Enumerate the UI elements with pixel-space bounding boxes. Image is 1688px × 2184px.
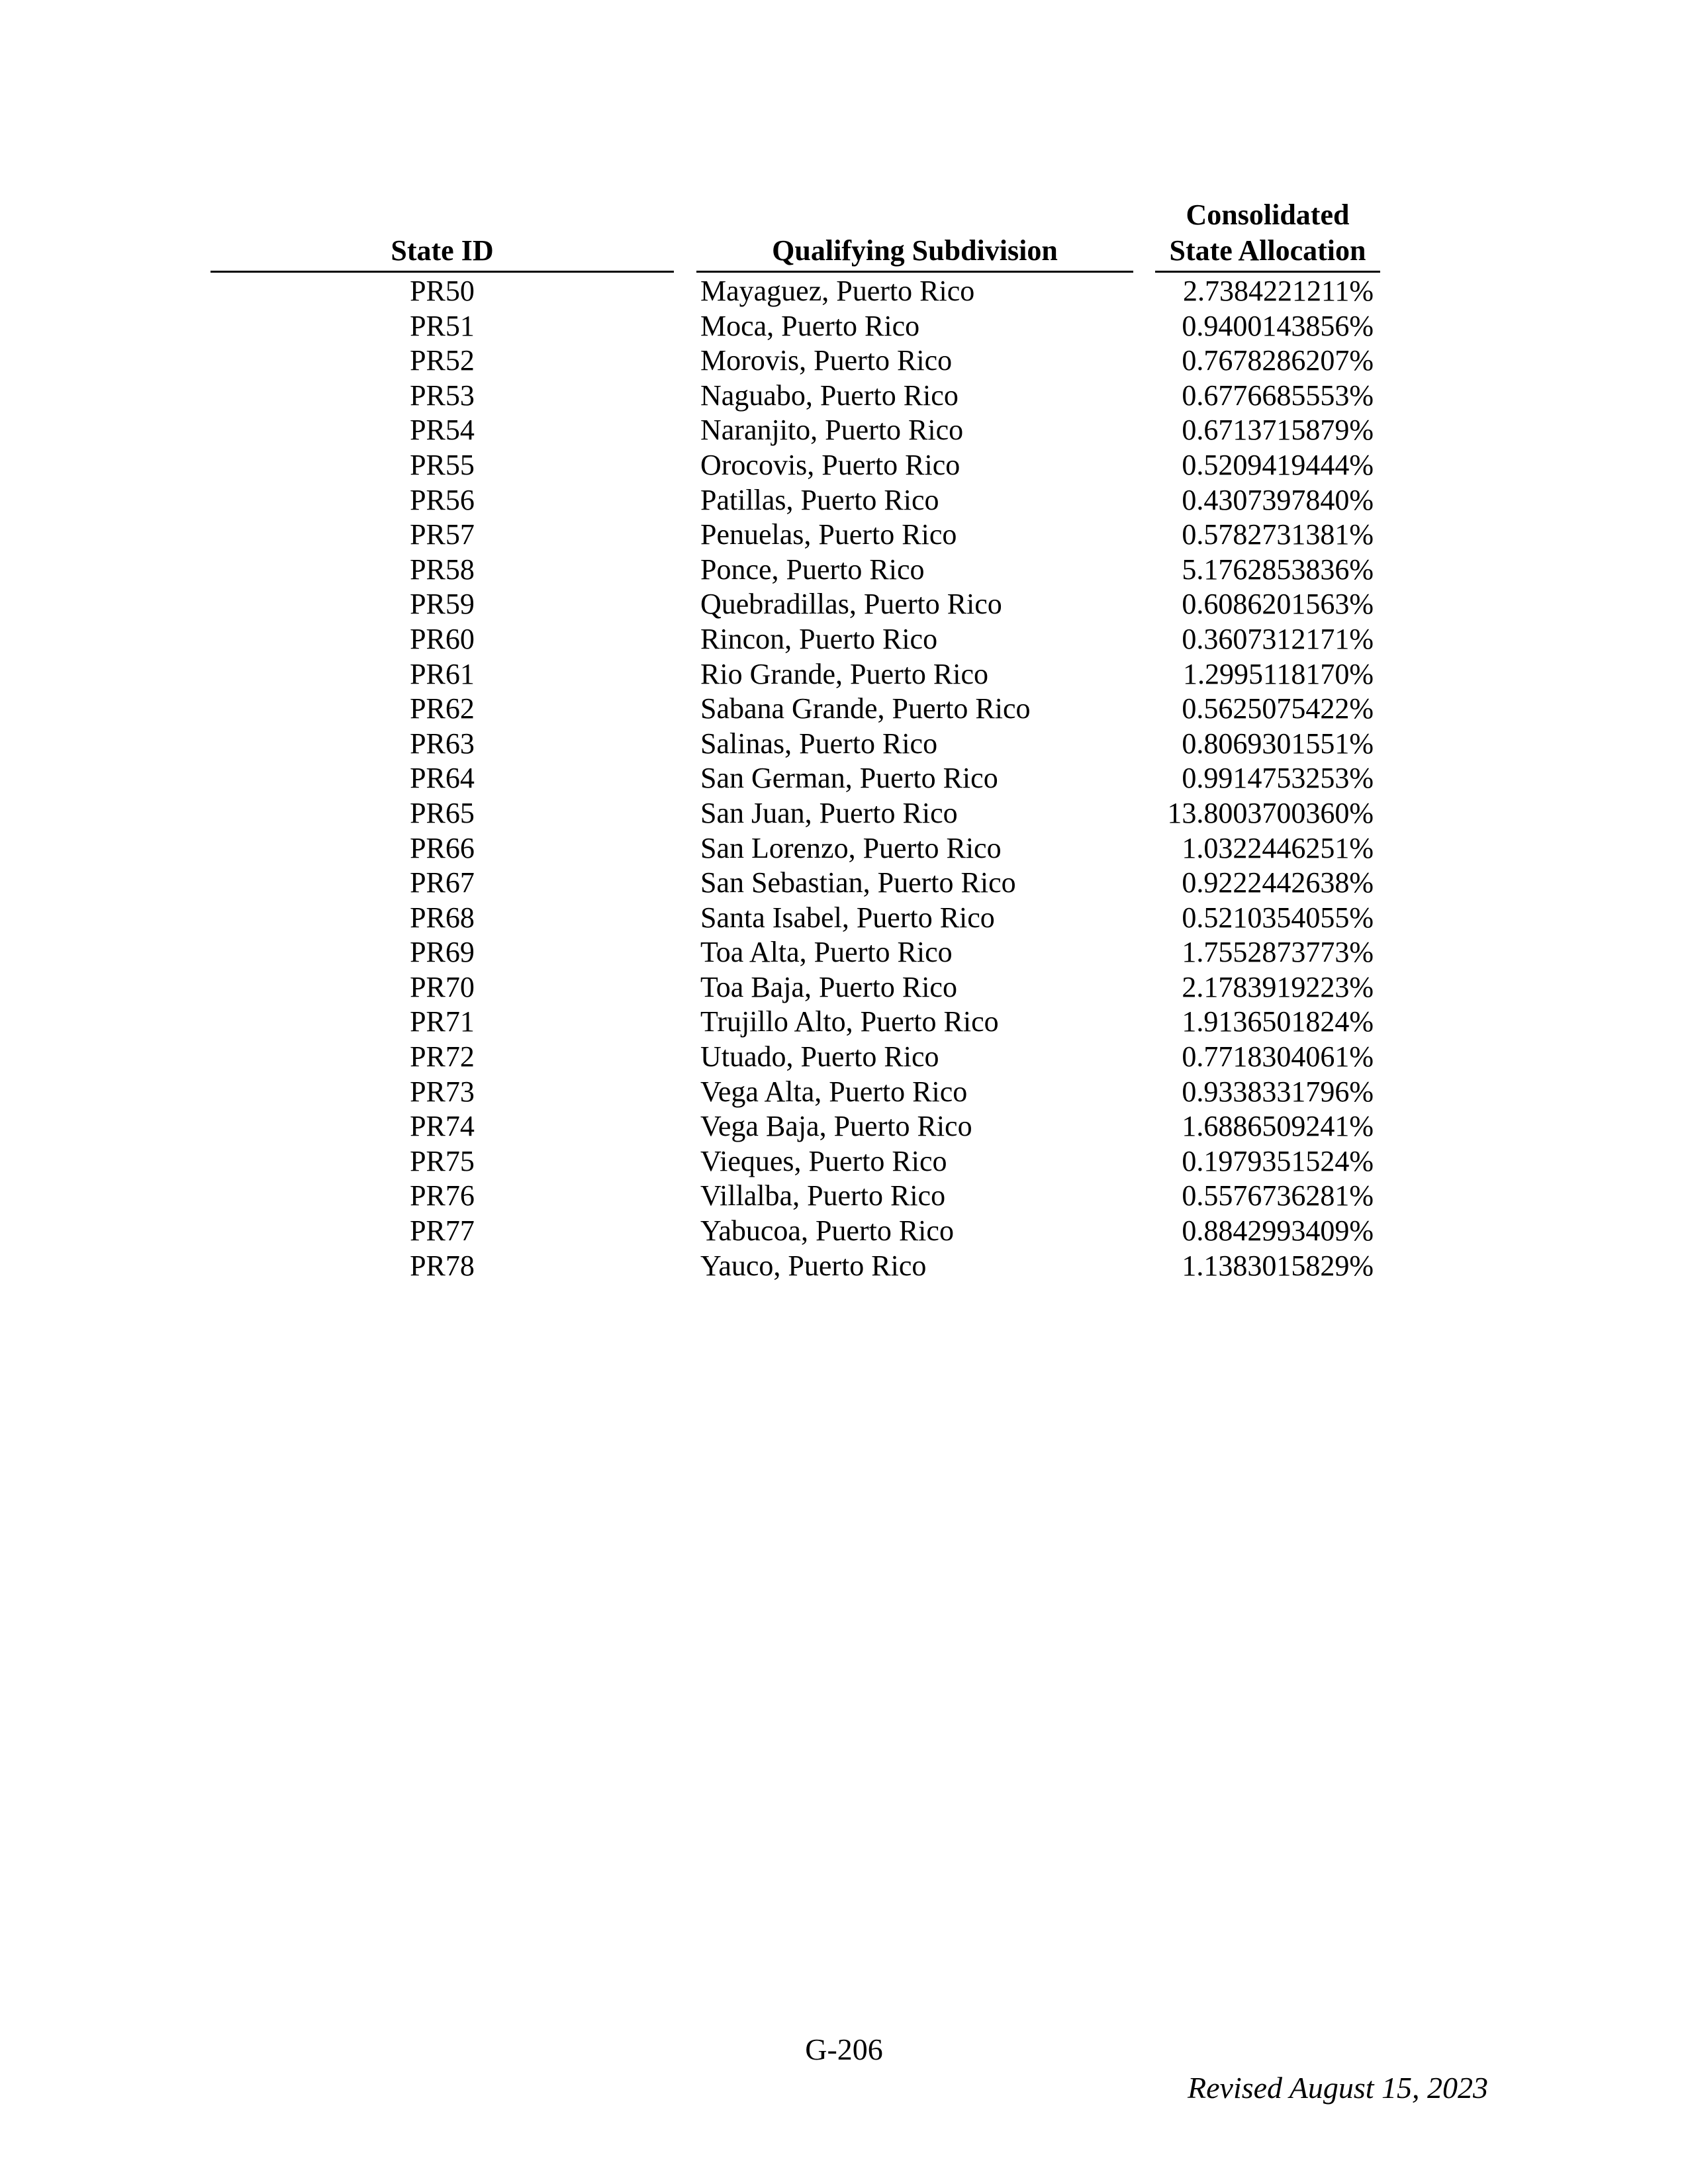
state-id-cell: PR78 <box>410 1249 475 1282</box>
subdivision-cell: Patillas, Puerto Rico <box>700 483 939 516</box>
table-row <box>0 761 1688 796</box>
header-rule-state-id <box>211 271 674 273</box>
allocation-cell: 0.3607312171% <box>1182 622 1374 655</box>
state-id-cell: PR53 <box>410 379 475 412</box>
state-id-cell: PR66 <box>410 831 475 864</box>
subdivision-cell: Trujillo Alto, Puerto Rico <box>700 1005 999 1038</box>
allocation-cell: 0.4307397840% <box>1182 483 1374 516</box>
table-row <box>0 309 1688 344</box>
state-id-cell: PR55 <box>410 448 475 481</box>
table-row <box>0 796 1688 831</box>
allocation-cell: 1.2995118170% <box>1182 657 1374 690</box>
column-header-state-id: State ID <box>391 234 494 267</box>
table-row <box>0 1179 1688 1214</box>
allocation-cell: 0.6776685553% <box>1182 379 1374 412</box>
state-id-cell: PR58 <box>410 553 475 586</box>
allocation-cell: 1.6886509241% <box>1182 1110 1374 1143</box>
subdivision-cell: Villalba, Puerto Rico <box>700 1179 946 1212</box>
allocation-cell: 0.5576736281% <box>1182 1179 1374 1212</box>
allocation-cell: 5.1762853836% <box>1182 553 1374 586</box>
allocation-cell: 0.9222442638% <box>1182 866 1374 899</box>
allocation-cell: 0.7718304061% <box>1182 1040 1374 1073</box>
subdivision-cell: Naguabo, Puerto Rico <box>700 379 959 412</box>
table-row <box>0 970 1688 1005</box>
column-header-allocation-line2: State Allocation <box>1169 234 1366 267</box>
subdivision-cell: San Juan, Puerto Rico <box>700 796 958 829</box>
table-row <box>0 935 1688 970</box>
table-row <box>0 1214 1688 1249</box>
subdivision-cell: Toa Baja, Puerto Rico <box>700 970 957 1003</box>
allocation-cell: 0.5625075422% <box>1182 692 1374 725</box>
allocation-cell: 0.8069301551% <box>1182 727 1374 760</box>
table-row <box>0 727 1688 762</box>
allocation-cell: 0.5782731381% <box>1182 518 1374 551</box>
header-rule-subdivision <box>696 271 1133 273</box>
allocation-cell: 1.7552873773% <box>1182 936 1374 969</box>
state-id-cell: PR57 <box>410 518 475 551</box>
state-id-cell: PR56 <box>410 483 475 516</box>
table-row <box>0 692 1688 727</box>
state-id-cell: PR52 <box>410 344 475 377</box>
allocation-cell: 2.1783919223% <box>1182 970 1374 1003</box>
table-row <box>0 1144 1688 1179</box>
subdivision-cell: Orocovis, Puerto Rico <box>700 448 961 481</box>
table-row <box>0 379 1688 414</box>
state-id-cell: PR72 <box>410 1040 475 1073</box>
allocation-cell: 0.6086201563% <box>1182 588 1374 621</box>
subdivision-cell: Yauco, Puerto Rico <box>700 1249 927 1282</box>
subdivision-cell: San Lorenzo, Puerto Rico <box>700 831 1002 864</box>
table-row <box>0 274 1688 309</box>
subdivision-cell: Naranjito, Puerto Rico <box>700 414 964 447</box>
allocation-cell: 0.9400143856% <box>1182 309 1374 342</box>
allocation-cell: 2.7384221211% <box>1182 275 1374 307</box>
state-id-cell: PR54 <box>410 414 475 447</box>
state-id-cell: PR67 <box>410 866 475 899</box>
table-row <box>0 657 1688 692</box>
subdivision-cell: Toa Alta, Puerto Rico <box>700 936 953 969</box>
allocation-cell: 0.9338331796% <box>1182 1075 1374 1108</box>
table-row <box>0 483 1688 518</box>
table-row <box>0 1005 1688 1040</box>
column-header-allocation-line1: Consolidated <box>1186 199 1350 231</box>
state-id-cell: PR76 <box>410 1179 475 1212</box>
table-row <box>0 448 1688 483</box>
subdivision-cell: Vieques, Puerto Rico <box>700 1144 947 1177</box>
allocation-cell: 0.1979351524% <box>1182 1144 1374 1177</box>
column-header-subdivision: Qualifying Subdivision <box>772 234 1058 267</box>
allocation-cell: 0.8842993409% <box>1182 1214 1374 1248</box>
allocation-cell: 1.9136501824% <box>1182 1005 1374 1038</box>
table-row <box>0 1109 1688 1144</box>
table-row <box>0 831 1688 866</box>
table-row <box>0 587 1688 622</box>
allocation-cell: 1.1383015829% <box>1182 1249 1374 1282</box>
state-id-cell: PR73 <box>410 1075 475 1108</box>
subdivision-cell: Vega Baja, Puerto Rico <box>700 1110 972 1143</box>
subdivision-cell: San Sebastian, Puerto Rico <box>700 866 1016 899</box>
subdivision-cell: San German, Puerto Rico <box>700 762 998 795</box>
subdivision-cell: Mayaguez, Puerto Rico <box>700 275 975 307</box>
subdivision-cell: Morovis, Puerto Rico <box>700 344 953 377</box>
table-row <box>0 518 1688 553</box>
state-id-cell: PR60 <box>410 622 475 655</box>
page-number: G-206 <box>805 2032 883 2066</box>
table-row <box>0 1040 1688 1075</box>
subdivision-cell: Penuelas, Puerto Rico <box>700 518 957 551</box>
state-id-cell: PR62 <box>410 692 475 725</box>
state-id-cell: PR69 <box>410 936 475 969</box>
allocation-cell: 0.9914753253% <box>1182 762 1374 795</box>
allocation-cell: 0.5209419444% <box>1182 448 1374 481</box>
state-id-cell: PR74 <box>410 1110 475 1143</box>
state-id-cell: PR61 <box>410 657 475 690</box>
state-id-cell: PR65 <box>410 796 475 829</box>
subdivision-cell: Salinas, Puerto Rico <box>700 727 938 760</box>
subdivision-cell: Ponce, Puerto Rico <box>700 553 925 586</box>
subdivision-cell: Sabana Grande, Puerto Rico <box>700 692 1031 725</box>
allocation-cell: 0.5210354055% <box>1182 901 1374 934</box>
subdivision-cell: Santa Isabel, Puerto Rico <box>700 901 995 934</box>
allocation-cell: 1.0322446251% <box>1182 831 1374 864</box>
state-id-cell: PR51 <box>410 309 475 342</box>
table-row <box>0 622 1688 657</box>
subdivision-cell: Moca, Puerto Rico <box>700 309 920 342</box>
allocation-table <box>0 274 1688 1283</box>
subdivision-cell: Vega Alta, Puerto Rico <box>700 1075 968 1108</box>
allocation-cell: 13.8003700360% <box>1167 796 1374 829</box>
table-row <box>0 413 1688 448</box>
state-id-cell: PR64 <box>410 762 475 795</box>
header-rule-allocation <box>1155 271 1380 273</box>
subdivision-cell: Utuado, Puerto Rico <box>700 1040 939 1073</box>
allocation-cell: 0.6713715879% <box>1182 414 1374 447</box>
table-row <box>0 343 1688 379</box>
state-id-cell: PR77 <box>410 1214 475 1248</box>
state-id-cell: PR71 <box>410 1005 475 1038</box>
subdivision-cell: Rio Grande, Puerto Rico <box>700 657 989 690</box>
revision-date: Revised August 15, 2023 <box>1188 2071 1488 2105</box>
allocation-cell: 0.7678286207% <box>1182 344 1374 377</box>
state-id-cell: PR75 <box>410 1144 475 1177</box>
subdivision-cell: Rincon, Puerto Rico <box>700 622 938 655</box>
state-id-cell: PR50 <box>410 275 475 307</box>
state-id-cell: PR59 <box>410 588 475 621</box>
state-id-cell: PR70 <box>410 970 475 1003</box>
table-row <box>0 901 1688 936</box>
state-id-cell: PR68 <box>410 901 475 934</box>
subdivision-cell: Quebradillas, Puerto Rico <box>700 588 1002 621</box>
table-row <box>0 553 1688 588</box>
table-row <box>0 1249 1688 1284</box>
state-id-cell: PR63 <box>410 727 475 760</box>
table-row <box>0 1075 1688 1110</box>
table-row <box>0 866 1688 901</box>
subdivision-cell: Yabucoa, Puerto Rico <box>700 1214 954 1248</box>
column-header-allocation <box>1155 197 1380 269</box>
